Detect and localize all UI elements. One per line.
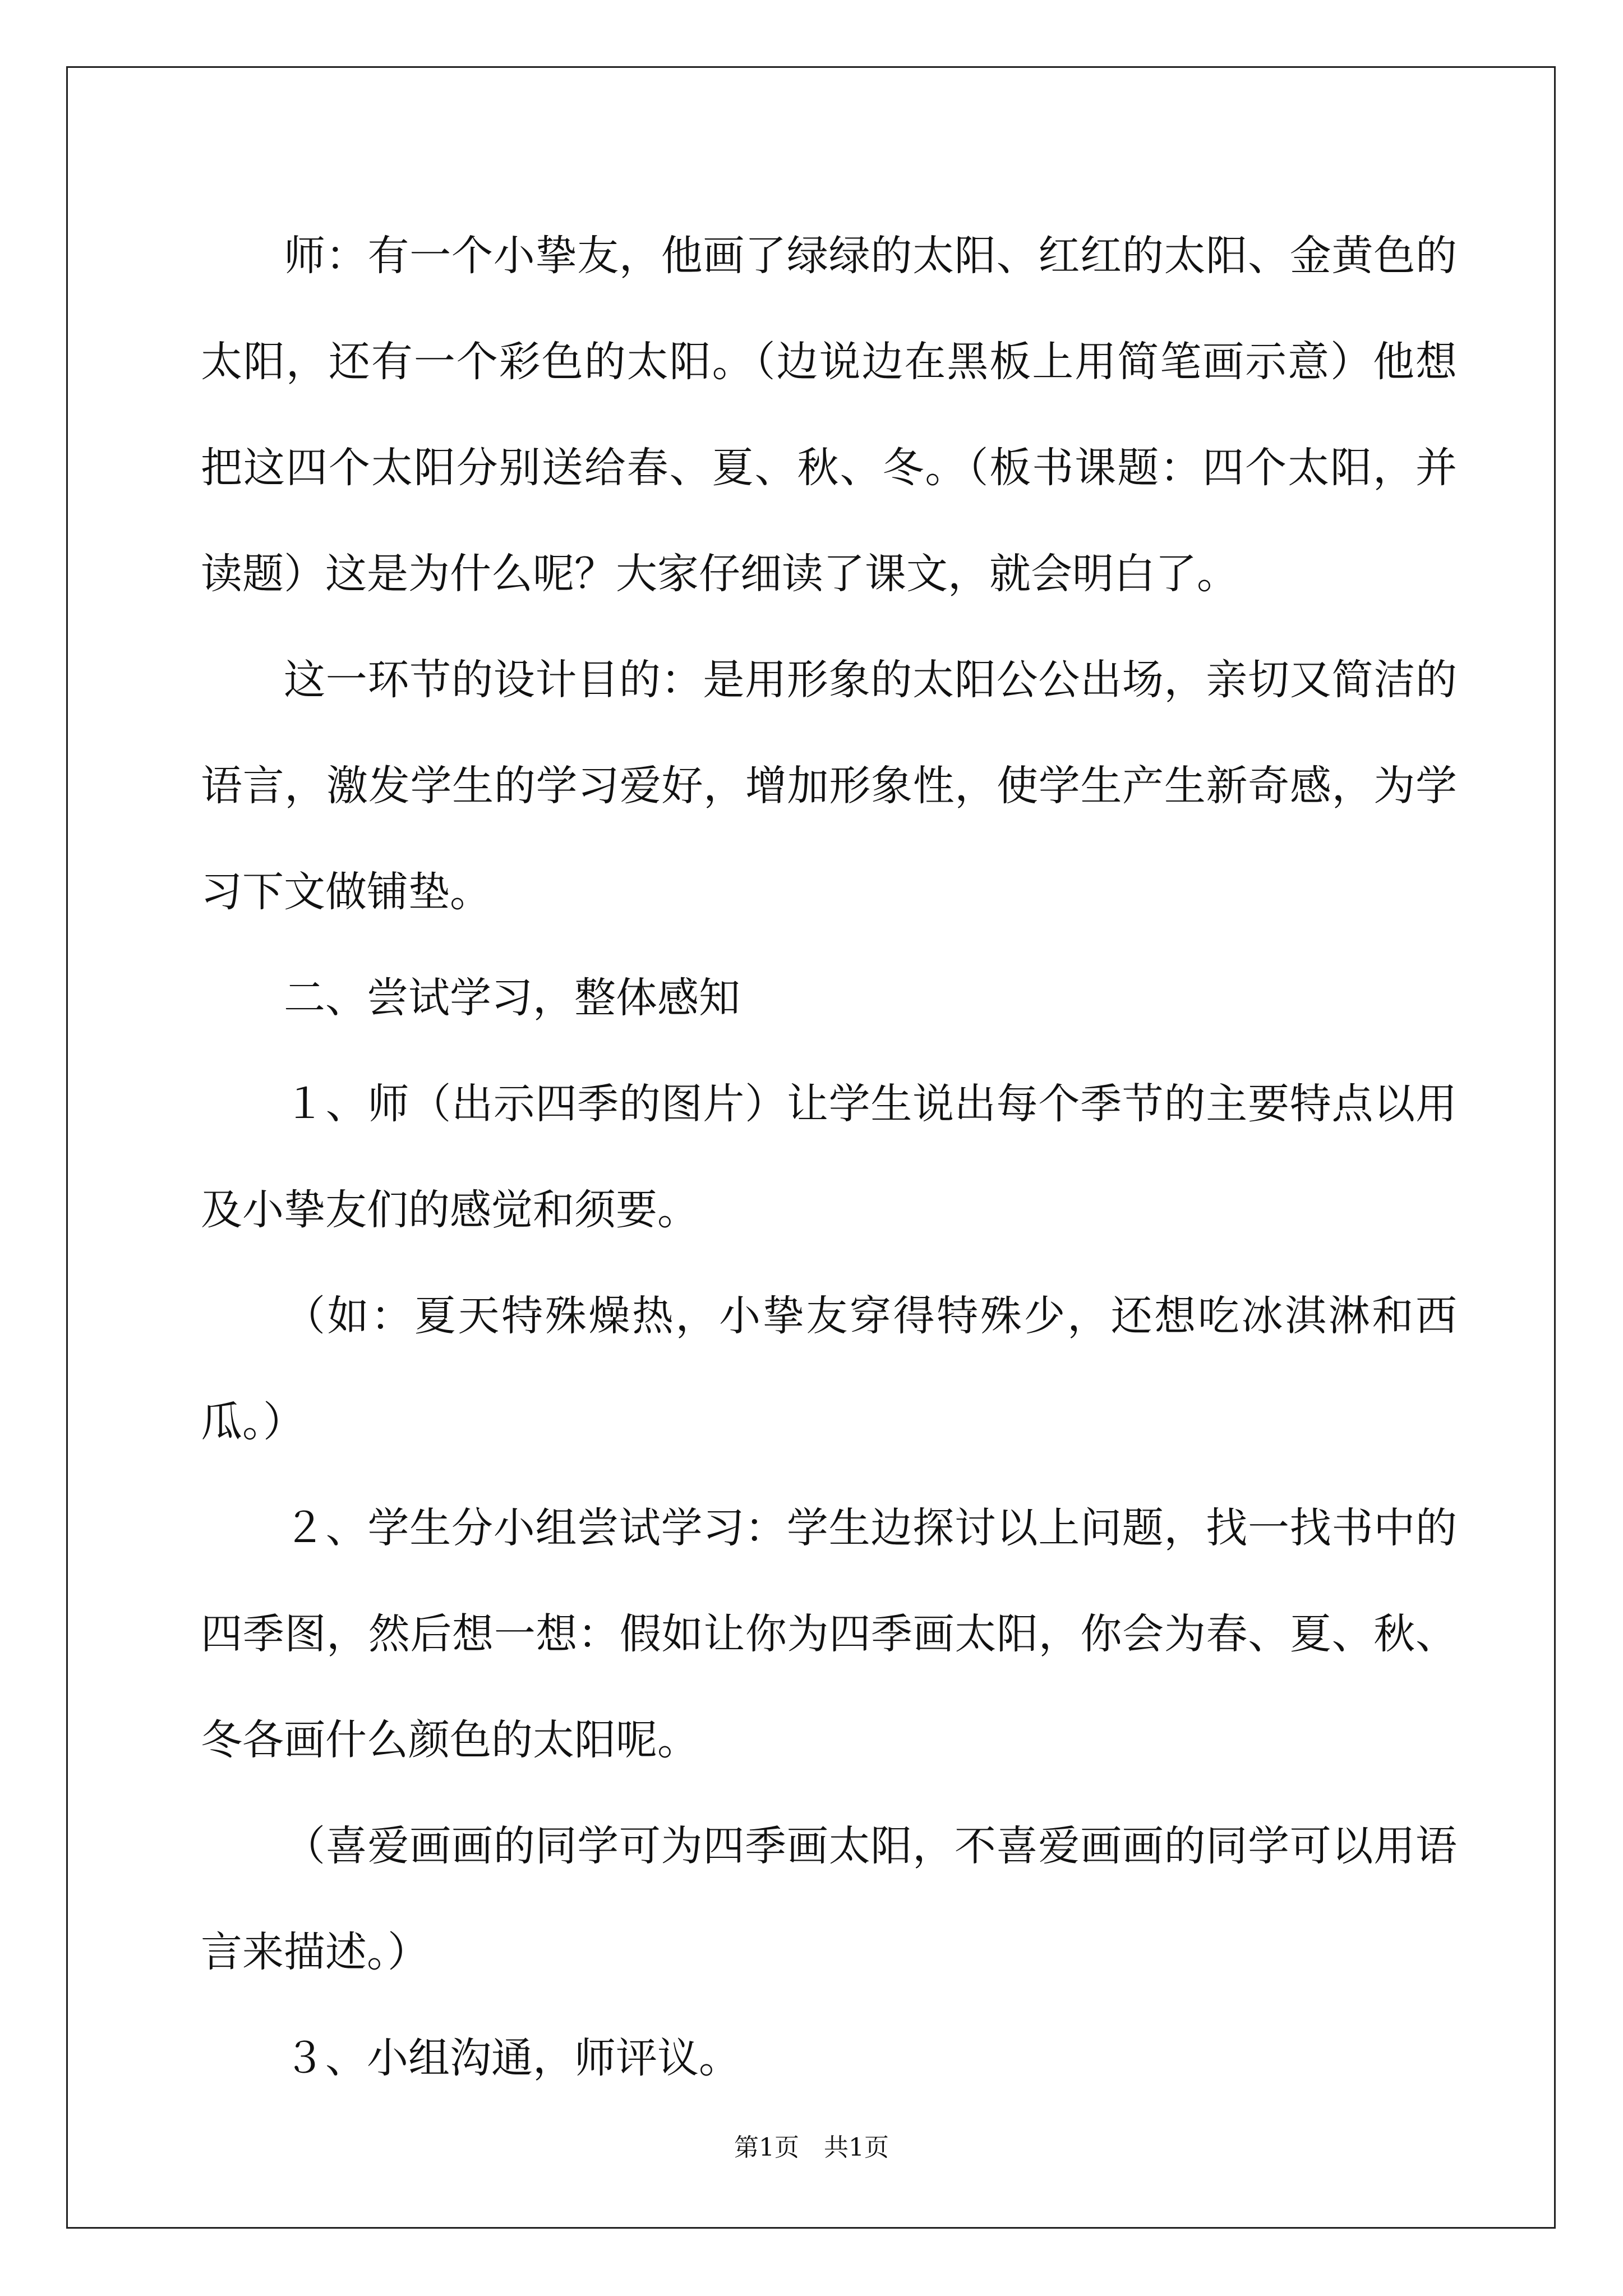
page-number: 第1页: [734, 2133, 799, 2162]
paragraph-3: １、师（出示四季的图片）让学生说出每个季节的主要特点以用及小挚友们的感觉和须要。: [201, 1080, 1457, 1234]
paragraph-4: （如：夏天特殊燥热，小挚友穿得特殊少，还想吃冰淇淋和西瓜。）: [201, 1292, 1457, 1446]
page-footer: [0, 2127, 1623, 2163]
document-body: [201, 203, 1457, 2111]
paragraph-5: ２、学生分小组尝试学习：学生边探讨以上问题，找一找书中的四季图，然后想一想：假如让你为四季画太阳，你会为春、夏、秋、冬各画什么颜色的太阳呢。: [201, 1504, 1457, 1764]
paragraph-2: 这一环节的设计目的：是用形象的太阳公公出场，亲切又简洁的语言，激发学生的学习爱好，增加形象性，使学生产生新奇感，为学习下文做铺垫。: [201, 656, 1457, 916]
paragraph-7: ３、小组沟通，师评议。: [284, 2034, 740, 2082]
page-total: 共1页: [824, 2133, 889, 2162]
section-heading: 二、尝试学习，整体感知: [284, 974, 740, 1022]
paragraph-1: 师：有一个小挚友，他画了绿绿的太阳、红红的太阳、金黄色的太阳，还有一个彩色的太阳。（边说边在黑板上用简笔画示意）他想把这四个太阳分别送给春、夏、秋、冬。（板书课题：四个太阳，并读题）这是为什么呢？大家仔细读了课文，就会明白了。: [201, 232, 1457, 598]
paragraph-6: （喜爱画画的同学可为四季画太阳，不喜爱画画的同学可以用语言来描述。）: [201, 1822, 1457, 1976]
